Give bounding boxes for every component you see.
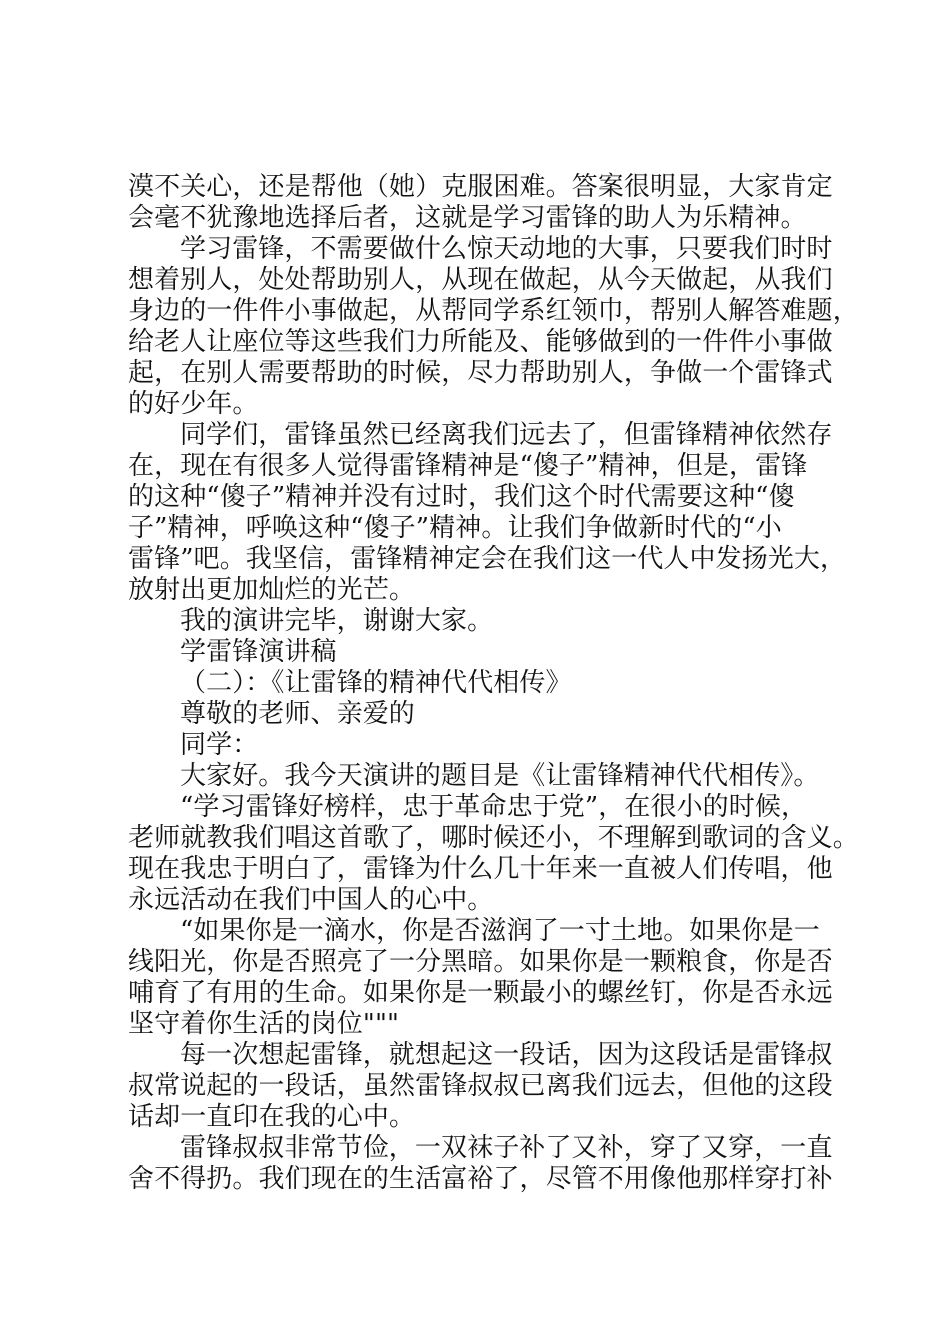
text-line: 坚守着你生活的岗位""" [128, 1009, 400, 1039]
text-line: 线阳光，你是否照亮了一分黑暗。如果你是一颗粮食，你是否 [128, 947, 833, 977]
text-line: 子”精神，呼唤这种“傻子”精神。让我们争做新时代的“小 [128, 513, 782, 543]
text-line: 老师就教我们唱这首歌了，哪时候还小，不理解到歌词的含义。 [128, 823, 859, 853]
text-line: 的好少年。 [128, 389, 259, 419]
text-line: 放射出更加灿烂的光芒。 [128, 575, 416, 605]
text-line: 大家好。我今天演讲的题目是《让雷锋精神代代相传》。 [180, 761, 820, 791]
text-line: 话却一直印在我的心中。 [128, 1102, 416, 1132]
document-body [128, 172, 859, 1195]
text-line: 每一次想起雷锋，就想起这一段话，因为这段话是雷锋叔 [180, 1040, 833, 1070]
text-line: 叔常说起的一段话，虽然雷锋叔叔已离我们远去，但他的这段 [128, 1071, 833, 1101]
text-line: “学习雷锋好榜样，忠于革命忠于党”，在很小的时候， [180, 792, 808, 822]
text-line: 同学： [180, 730, 259, 760]
text-line: “如果你是一滴水，你是否滋润了一寸土地。如果你是一 [180, 916, 820, 946]
text-line: 尊敬的老师、亲爱的 [180, 699, 415, 729]
text-line: （二）：《让雷锋的精神代代相传》 [180, 668, 572, 698]
text-line: 学习雷锋，不需要做什么惊天动地的大事，只要我们时时 [180, 234, 833, 264]
text-line: 现在我忠于明白了，雷锋为什么几十年来一直被人们传唱，他 [128, 854, 833, 884]
text-line: 舍不得扔。我们现在的生活富裕了，尽管不用像他那样穿打补 [128, 1164, 833, 1194]
text-line: 起，在别人需要帮助的时候，尽力帮助别人，争做一个雷锋式 [128, 358, 833, 388]
text-line: 身边的一件件小事做起，从帮同学系红领巾，帮别人解答难题， [128, 296, 859, 326]
text-line: 的这种“傻子”精神并没有过时，我们这个时代需要这种“傻 [128, 482, 795, 512]
text-line: 哺育了有用的生命。如果你是一颗最小的螺丝钉，你是否永远 [128, 978, 833, 1008]
text-line: 想着别人，处处帮助别人，从现在做起，从今天做起，从我们 [128, 265, 833, 295]
text-line: 我的演讲完毕，谢谢大家。 [180, 606, 494, 636]
text-line: 会毫不犹豫地选择后者，这就是学习雷锋的助人为乐精神。 [128, 203, 807, 233]
text-line: 永远活动在我们中国人的心中。 [128, 885, 494, 915]
text-line: 漠不关心，还是帮他（她）克服困难。答案很明显，大家肯定 [128, 172, 833, 202]
text-line: 学雷锋演讲稿 [180, 637, 337, 667]
text-line: 在，现在有很多人觉得雷锋精神是“傻子”精神，但是，雷锋 [128, 451, 808, 481]
text-line: 雷锋叔叔非常节俭，一双袜子补了又补，穿了又穿，一直 [180, 1133, 833, 1163]
text-line: 雷锋”吧。我坚信，雷锋精神定会在我们这一代人中发扬光大， [128, 544, 847, 574]
text-line: 同学们，雷锋虽然已经离我们远去了，但雷锋精神依然存 [180, 420, 833, 450]
text-line: 给老人让座位等这些我们力所能及、能够做到的一件件小事做 [128, 327, 833, 357]
